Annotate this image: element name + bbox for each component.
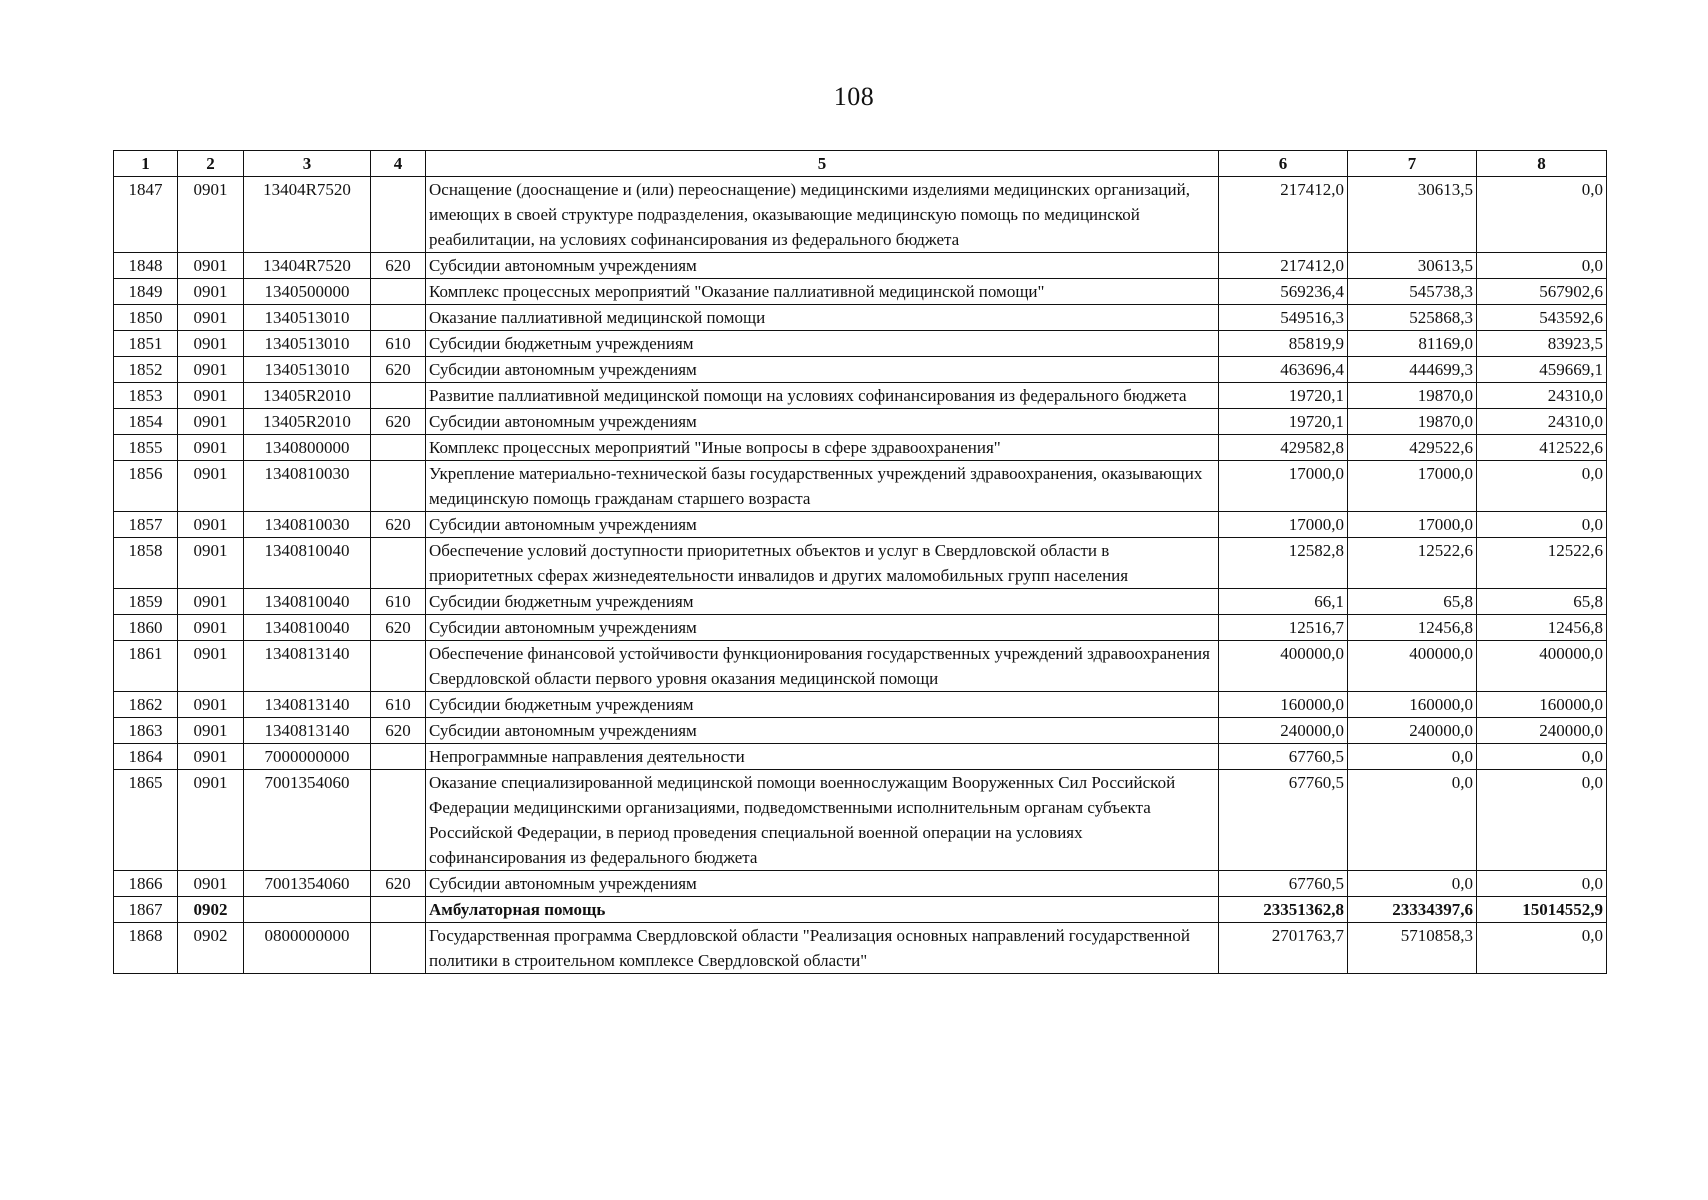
amount-col7-cell: 0,0 (1348, 744, 1477, 770)
item-name-cell: Обеспечение финансовой устойчивости функционирования государственных учреждений здравоохранения Свердловской области первого уровня оказания медицинской помощи (426, 641, 1219, 692)
table-row (114, 923, 1607, 974)
amount-col8-cell: 83923,5 (1477, 331, 1607, 357)
amount-col6-cell: 569236,4 (1219, 279, 1348, 305)
amount-col6-cell: 160000,0 (1219, 692, 1348, 718)
section-code-cell: 0901 (178, 641, 244, 692)
section-code-cell: 0901 (178, 305, 244, 331)
section-code-cell: 0901 (178, 279, 244, 305)
amount-col7-cell: 444699,3 (1348, 357, 1477, 383)
amount-col6-cell: 12516,7 (1219, 615, 1348, 641)
amount-col6-cell: 463696,4 (1219, 357, 1348, 383)
section-code-cell: 0901 (178, 512, 244, 538)
target-article-cell: 1340813140 (244, 692, 371, 718)
amount-col6-cell: 17000,0 (1219, 512, 1348, 538)
amount-col6-cell: 217412,0 (1219, 177, 1348, 253)
item-name-cell: Субсидии бюджетным учреждениям (426, 331, 1219, 357)
section-code-cell: 0901 (178, 744, 244, 770)
item-name-cell: Оказание специализированной медицинской помощи военнослужащим Вооруженных Сил Российской Федерации медицинскими организациями, подведомственными исполнительным органам субъекта Российской Федерации, в период проведения специальной военной операции на условиях софинансирования из федерального бюджета (426, 770, 1219, 871)
table-row (114, 615, 1607, 641)
item-name-cell: Государственная программа Свердловской области "Реализация основных направлений государственной политики в строительном комплексе Свердловской области" (426, 923, 1219, 974)
table-row (114, 744, 1607, 770)
item-name-cell: Укрепление материально-технической базы государственных учреждений здравоохранения, оказывающих медицинскую помощь гражданам старшего возраста (426, 461, 1219, 512)
expense-type-cell: 620 (371, 718, 426, 744)
section-code-cell: 0901 (178, 177, 244, 253)
target-article-cell: 1340513010 (244, 331, 371, 357)
amount-col6-cell: 2701763,7 (1219, 923, 1348, 974)
amount-col7-cell: 525868,3 (1348, 305, 1477, 331)
row-number-cell: 1856 (114, 461, 178, 512)
table-row (114, 589, 1607, 615)
amount-col7-cell: 429522,6 (1348, 435, 1477, 461)
amount-col8-cell: 0,0 (1477, 177, 1607, 253)
item-name-cell: Субсидии автономным учреждениям (426, 718, 1219, 744)
row-number-cell: 1854 (114, 409, 178, 435)
row-number-cell: 1847 (114, 177, 178, 253)
target-article-cell: 1340810040 (244, 615, 371, 641)
item-name-cell: Субсидии автономным учреждениям (426, 409, 1219, 435)
amount-col8-cell: 24310,0 (1477, 383, 1607, 409)
target-article-cell: 13405R2010 (244, 409, 371, 435)
column-header: 5 (426, 151, 1219, 177)
target-article-cell: 7001354060 (244, 770, 371, 871)
table-row (114, 512, 1607, 538)
amount-col6-cell: 67760,5 (1219, 744, 1348, 770)
amount-col8-cell: 0,0 (1477, 512, 1607, 538)
table-row (114, 253, 1607, 279)
expense-type-cell (371, 383, 426, 409)
amount-col8-cell: 24310,0 (1477, 409, 1607, 435)
target-article-cell: 1340800000 (244, 435, 371, 461)
section-code-cell: 0902 (178, 923, 244, 974)
expense-type-cell: 610 (371, 589, 426, 615)
section-code-cell: 0901 (178, 383, 244, 409)
amount-col8-cell: 543592,6 (1477, 305, 1607, 331)
section-code-cell: 0902 (178, 897, 244, 923)
table-row (114, 357, 1607, 383)
row-number-cell: 1861 (114, 641, 178, 692)
item-name-cell: Амбулаторная помощь (426, 897, 1219, 923)
row-number-cell: 1867 (114, 897, 178, 923)
column-header: 7 (1348, 151, 1477, 177)
expense-type-cell (371, 461, 426, 512)
amount-col6-cell: 19720,1 (1219, 409, 1348, 435)
target-article-cell: 1340810040 (244, 538, 371, 589)
amount-col8-cell: 15014552,9 (1477, 897, 1607, 923)
column-header: 1 (114, 151, 178, 177)
expense-type-cell (371, 279, 426, 305)
expense-type-cell (371, 897, 426, 923)
amount-col7-cell: 240000,0 (1348, 718, 1477, 744)
row-number-cell: 1864 (114, 744, 178, 770)
column-header: 4 (371, 151, 426, 177)
item-name-cell: Субсидии автономным учреждениям (426, 357, 1219, 383)
column-header: 3 (244, 151, 371, 177)
section-code-cell: 0901 (178, 409, 244, 435)
row-number-cell: 1868 (114, 923, 178, 974)
amount-col6-cell: 19720,1 (1219, 383, 1348, 409)
expense-type-cell: 620 (371, 615, 426, 641)
amount-col8-cell: 65,8 (1477, 589, 1607, 615)
amount-col7-cell: 12522,6 (1348, 538, 1477, 589)
header-row (114, 151, 1607, 177)
table-row (114, 871, 1607, 897)
amount-col6-cell: 67760,5 (1219, 770, 1348, 871)
item-name-cell: Развитие паллиативной медицинской помощи на условиях софинансирования из федерального бюджета (426, 383, 1219, 409)
item-name-cell: Субсидии автономным учреждениям (426, 615, 1219, 641)
amount-col7-cell: 17000,0 (1348, 512, 1477, 538)
target-article-cell (244, 897, 371, 923)
amount-col7-cell: 545738,3 (1348, 279, 1477, 305)
amount-col8-cell: 459669,1 (1477, 357, 1607, 383)
amount-col7-cell: 0,0 (1348, 770, 1477, 871)
target-article-cell: 13405R2010 (244, 383, 371, 409)
section-code-cell: 0901 (178, 871, 244, 897)
row-number-cell: 1862 (114, 692, 178, 718)
table-row (114, 461, 1607, 512)
amount-col7-cell: 23334397,6 (1348, 897, 1477, 923)
expense-type-cell (371, 770, 426, 871)
target-article-cell: 7001354060 (244, 871, 371, 897)
table-row (114, 331, 1607, 357)
amount-col6-cell: 67760,5 (1219, 871, 1348, 897)
section-code-cell: 0901 (178, 718, 244, 744)
item-name-cell: Комплекс процессных мероприятий "Иные вопросы в сфере здравоохранения" (426, 435, 1219, 461)
amount-col6-cell: 549516,3 (1219, 305, 1348, 331)
expense-type-cell (371, 177, 426, 253)
target-article-cell: 1340810030 (244, 461, 371, 512)
row-number-cell: 1849 (114, 279, 178, 305)
table-row (114, 770, 1607, 871)
amount-col8-cell: 400000,0 (1477, 641, 1607, 692)
target-article-cell: 1340813140 (244, 718, 371, 744)
amount-col6-cell: 66,1 (1219, 589, 1348, 615)
item-name-cell: Субсидии бюджетным учреждениям (426, 589, 1219, 615)
amount-col7-cell: 0,0 (1348, 871, 1477, 897)
amount-col7-cell: 17000,0 (1348, 461, 1477, 512)
amount-col6-cell: 217412,0 (1219, 253, 1348, 279)
row-number-cell: 1859 (114, 589, 178, 615)
item-name-cell: Обеспечение условий доступности приоритетных объектов и услуг в Свердловской области в приоритетных сферах жизнедеятельности инвалидов и других маломобильных групп населения (426, 538, 1219, 589)
amount-col7-cell: 19870,0 (1348, 383, 1477, 409)
amount-col6-cell: 12582,8 (1219, 538, 1348, 589)
target-article-cell: 1340500000 (244, 279, 371, 305)
amount-col7-cell: 30613,5 (1348, 253, 1477, 279)
amount-col7-cell: 81169,0 (1348, 331, 1477, 357)
section-code-cell: 0901 (178, 615, 244, 641)
section-code-cell: 0901 (178, 770, 244, 871)
amount-col8-cell: 160000,0 (1477, 692, 1607, 718)
target-article-cell: 7000000000 (244, 744, 371, 770)
amount-col7-cell: 400000,0 (1348, 641, 1477, 692)
column-header: 8 (1477, 151, 1607, 177)
table-row (114, 692, 1607, 718)
item-name-cell: Непрограммные направления деятельности (426, 744, 1219, 770)
expense-type-cell: 610 (371, 692, 426, 718)
table-row (114, 538, 1607, 589)
target-article-cell: 13404R7520 (244, 177, 371, 253)
section-code-cell: 0901 (178, 461, 244, 512)
expense-type-cell (371, 435, 426, 461)
row-number-cell: 1858 (114, 538, 178, 589)
page-number: 108 (833, 82, 875, 111)
table-row (114, 641, 1607, 692)
table-row (114, 435, 1607, 461)
amount-col8-cell: 240000,0 (1477, 718, 1607, 744)
amount-col7-cell: 30613,5 (1348, 177, 1477, 253)
amount-col7-cell: 12456,8 (1348, 615, 1477, 641)
table-row (114, 177, 1607, 253)
amount-col8-cell: 567902,6 (1477, 279, 1607, 305)
amount-col8-cell: 12456,8 (1477, 615, 1607, 641)
row-number-cell: 1865 (114, 770, 178, 871)
amount-col8-cell: 0,0 (1477, 770, 1607, 871)
amount-col7-cell: 160000,0 (1348, 692, 1477, 718)
expense-type-cell (371, 538, 426, 589)
section-code-cell: 0901 (178, 435, 244, 461)
amount-col8-cell: 0,0 (1477, 923, 1607, 974)
column-header: 2 (178, 151, 244, 177)
expense-type-cell: 620 (371, 512, 426, 538)
item-name-cell: Субсидии бюджетным учреждениям (426, 692, 1219, 718)
expense-type-cell: 610 (371, 331, 426, 357)
amount-col8-cell: 12522,6 (1477, 538, 1607, 589)
section-code-cell: 0901 (178, 357, 244, 383)
expense-type-cell: 620 (371, 409, 426, 435)
item-name-cell: Оказание паллиативной медицинской помощи (426, 305, 1219, 331)
amount-col7-cell: 65,8 (1348, 589, 1477, 615)
amount-col6-cell: 400000,0 (1219, 641, 1348, 692)
target-article-cell: 13404R7520 (244, 253, 371, 279)
row-number-cell: 1857 (114, 512, 178, 538)
target-article-cell: 1340810030 (244, 512, 371, 538)
item-name-cell: Субсидии автономным учреждениям (426, 871, 1219, 897)
amount-col8-cell: 0,0 (1477, 871, 1607, 897)
target-article-cell: 1340513010 (244, 357, 371, 383)
table-row (114, 279, 1607, 305)
expense-type-cell: 620 (371, 253, 426, 279)
target-article-cell: 0800000000 (244, 923, 371, 974)
amount-col6-cell: 85819,9 (1219, 331, 1348, 357)
amount-col8-cell: 0,0 (1477, 744, 1607, 770)
amount-col6-cell: 240000,0 (1219, 718, 1348, 744)
amount-col6-cell: 23351362,8 (1219, 897, 1348, 923)
row-number-cell: 1853 (114, 383, 178, 409)
target-article-cell: 1340810040 (244, 589, 371, 615)
item-name-cell: Комплекс процессных мероприятий "Оказание паллиативной медицинской помощи" (426, 279, 1219, 305)
section-code-cell: 0901 (178, 253, 244, 279)
expense-type-cell (371, 305, 426, 331)
amount-col7-cell: 5710858,3 (1348, 923, 1477, 974)
section-code-cell: 0901 (178, 538, 244, 589)
table-row (114, 383, 1607, 409)
row-number-cell: 1863 (114, 718, 178, 744)
section-code-cell: 0901 (178, 692, 244, 718)
expense-type-cell: 620 (371, 871, 426, 897)
expense-type-cell (371, 923, 426, 974)
row-number-cell: 1860 (114, 615, 178, 641)
column-header: 6 (1219, 151, 1348, 177)
section-code-cell: 0901 (178, 589, 244, 615)
table-row (114, 718, 1607, 744)
amount-col8-cell: 0,0 (1477, 461, 1607, 512)
table-row (114, 409, 1607, 435)
expense-type-cell (371, 744, 426, 770)
expense-type-cell (371, 641, 426, 692)
item-name-cell: Субсидии автономным учреждениям (426, 512, 1219, 538)
target-article-cell: 1340813140 (244, 641, 371, 692)
row-number-cell: 1866 (114, 871, 178, 897)
item-name-cell: Оснащение (дооснащение и (или) переоснащение) медицинскими изделиями медицинских организаций, имеющих в своей структуре подразделения, оказывающие медицинскую помощь по медицинской реабилитации, на условиях софинансирования из федерального бюджета (426, 177, 1219, 253)
expense-type-cell: 620 (371, 357, 426, 383)
row-number-cell: 1850 (114, 305, 178, 331)
section-code-cell: 0901 (178, 331, 244, 357)
row-number-cell: 1848 (114, 253, 178, 279)
table-body (114, 177, 1607, 974)
amount-col6-cell: 429582,8 (1219, 435, 1348, 461)
budget-table (113, 150, 1607, 974)
table-row (114, 305, 1607, 331)
target-article-cell: 1340513010 (244, 305, 371, 331)
row-number-cell: 1852 (114, 357, 178, 383)
amount-col8-cell: 412522,6 (1477, 435, 1607, 461)
item-name-cell: Субсидии автономным учреждениям (426, 253, 1219, 279)
row-number-cell: 1855 (114, 435, 178, 461)
row-number-cell: 1851 (114, 331, 178, 357)
amount-col8-cell: 0,0 (1477, 253, 1607, 279)
amount-col6-cell: 17000,0 (1219, 461, 1348, 512)
amount-col7-cell: 19870,0 (1348, 409, 1477, 435)
table-row (114, 897, 1607, 923)
